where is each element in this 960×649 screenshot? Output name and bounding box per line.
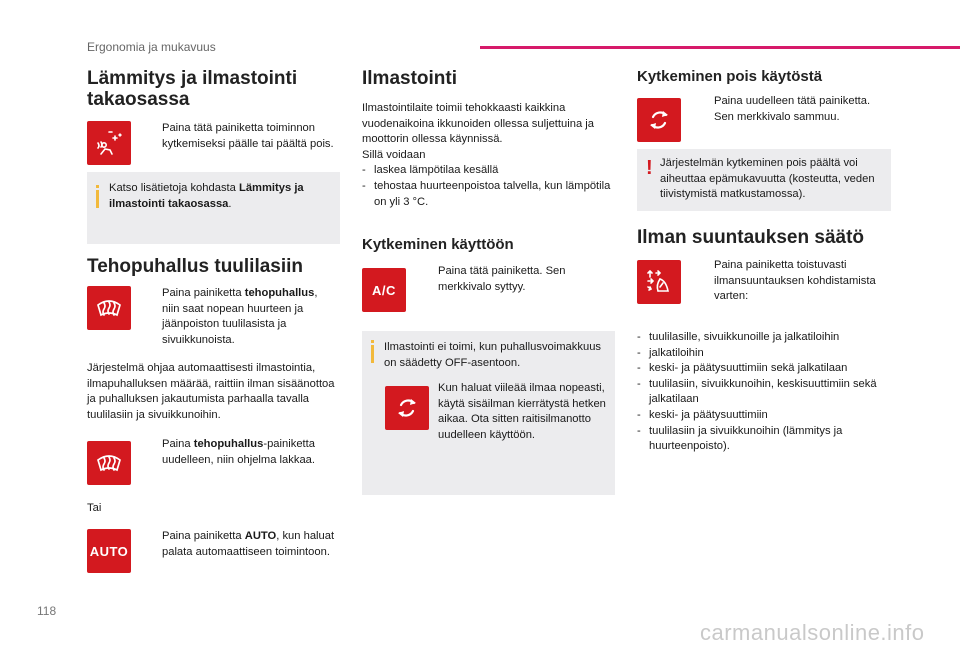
ac-on-instruction: Paina tätä painiketta. Sen merkkivalo syttyy. (438, 265, 566, 293)
switch-on-title: Kytkeminen käyttöön (362, 236, 514, 253)
list-item: - jalkatiloihin (637, 346, 704, 359)
recirculation-button[interactable] (385, 386, 429, 430)
warning-icon: ! (646, 157, 653, 179)
auto-button[interactable] (87, 529, 131, 573)
list-item: - tuulilasiin ja sivuikkunoihin (lämmitys ja huurteenpoisto). (637, 424, 843, 453)
windscreen-boost-title: Tehopuhallus tuulilasiin (87, 256, 304, 277)
windscreen-boost-button[interactable] (87, 286, 131, 330)
list-item: - tuulilasiin, sivuikkunoihin, keskisuuttimiin sekä jalkatilaan (637, 377, 877, 406)
air-conditioning-title: Ilmastointi (362, 68, 458, 89)
automatic-control-paragraph: Järjestelmä ohjaa automaattisesti ilmastointia, ilmapuhalluksen määrää, raittiin ilman sisäänottoa ja puhalluksen jakautumista parhaalla tavalla tuulilasiin ja sivuikkunoihin. (87, 362, 335, 421)
section-header: Ergonomia ja mukavuus (87, 40, 216, 54)
ac-button[interactable] (362, 268, 406, 312)
ac-info-note (362, 331, 615, 495)
windscreen-boost-instruction: Paina painiketta tehopuhallus, niin saat nopean huurteen ja jäänpoiston tuulilasista ja sivuikkunoista. (162, 287, 318, 346)
warning-note (637, 149, 891, 211)
list-item: - tehostaa huurteenpoistoa talvella, kun lämpötila on yli 3 °C. (362, 179, 611, 208)
header-accent-bar (480, 46, 960, 49)
rear-heating-title: Lämmitys ja ilmastointi takaosassa (87, 68, 298, 110)
recirculation-icon (392, 393, 422, 423)
switch-off-title: Kytkeminen pois käytöstä (637, 68, 823, 85)
watermark: carmanualsonline.info (700, 620, 925, 645)
air-distribution-instruction: Paina painiketta toistuvasti ilmansuuntauksen kohdistamista varten: (714, 259, 876, 303)
recirculation-note-text: Kun haluat viileää ilmaa nopeasti, käytä sisäilman kierrätystä hetken aikaa. Ota sitten raitisilmanotto uudelleen käyttöön. (438, 382, 606, 441)
auto-instruction: Paina painiketta AUTO, kun haluat palata automaattiseen toimintoon. (162, 530, 335, 558)
ac-button-label: A/C (372, 282, 396, 298)
rear-climate-button[interactable] (87, 121, 131, 165)
recirculation-icon (644, 105, 674, 135)
list-item: - laskea lämpötilaa kesällä (362, 164, 499, 177)
page-number: 118 (37, 604, 57, 618)
air-distribution-icon (644, 267, 674, 297)
list-item: - keski- ja päätysuuttimiin (637, 408, 768, 421)
rear-climate-instruction: Paina tätä painiketta toiminnon kytkemiseksi päälle tai päältä pois. (162, 122, 334, 150)
air-distribution-button[interactable] (637, 260, 681, 304)
windscreen-boost-stop-instruction: Paina tehopuhallus-painiketta uudelleen, niin ohjelma lakkaa. (162, 438, 315, 466)
rear-info-note (87, 172, 340, 244)
air-distribution-title: Ilman suuntauksen säätö (637, 227, 865, 248)
windscreen-boost-button-2[interactable] (87, 441, 131, 485)
warning-text: Järjestelmän kytkeminen pois päältä voi aiheuttaa epämukavuutta (kosteutta, veden tiivistymistä matkustamossa). (660, 157, 875, 201)
auto-button-label: AUTO (89, 543, 129, 559)
ac-off-note-text: Ilmastointi ei toimi, kun puhallusvoimakkuus on säädetty OFF-asentoon. (384, 341, 602, 369)
windscreen-defrost-icon (94, 448, 124, 478)
or-label: Tai (87, 502, 102, 514)
windscreen-defrost-icon (94, 293, 124, 323)
info-icon (96, 190, 99, 208)
air-distribution-list (637, 330, 892, 455)
rear-climate-icon (94, 128, 124, 158)
recirculation-off-button[interactable] (637, 98, 681, 142)
ac-intro-text: Ilmastointilaite toimii tehokkaasti kaikkina vuodenaikoina ikkunoiden ollessa suljettuina ja moottorin ollessa käynnissä. Sillä voidaan - laskea lämpötilaa kesällä - tehostaa huurteenpoistoa talvella, kun lämpötila on yli 3 °C. (362, 101, 617, 210)
ac-off-instruction: Paina uudelleen tätä painiketta. Sen merkkivalo sammuu. (714, 95, 871, 123)
info-icon (371, 345, 374, 363)
list-item: - tuulilasille, sivuikkunoille ja jalkatiloihin (637, 331, 840, 343)
list-item: - keski- ja päätysuuttimiin sekä jalkatilaan (637, 362, 848, 375)
rear-info-text: Katso lisätietoja kohdasta Lämmitys ja ilmastointi takaosassa. (109, 182, 304, 210)
